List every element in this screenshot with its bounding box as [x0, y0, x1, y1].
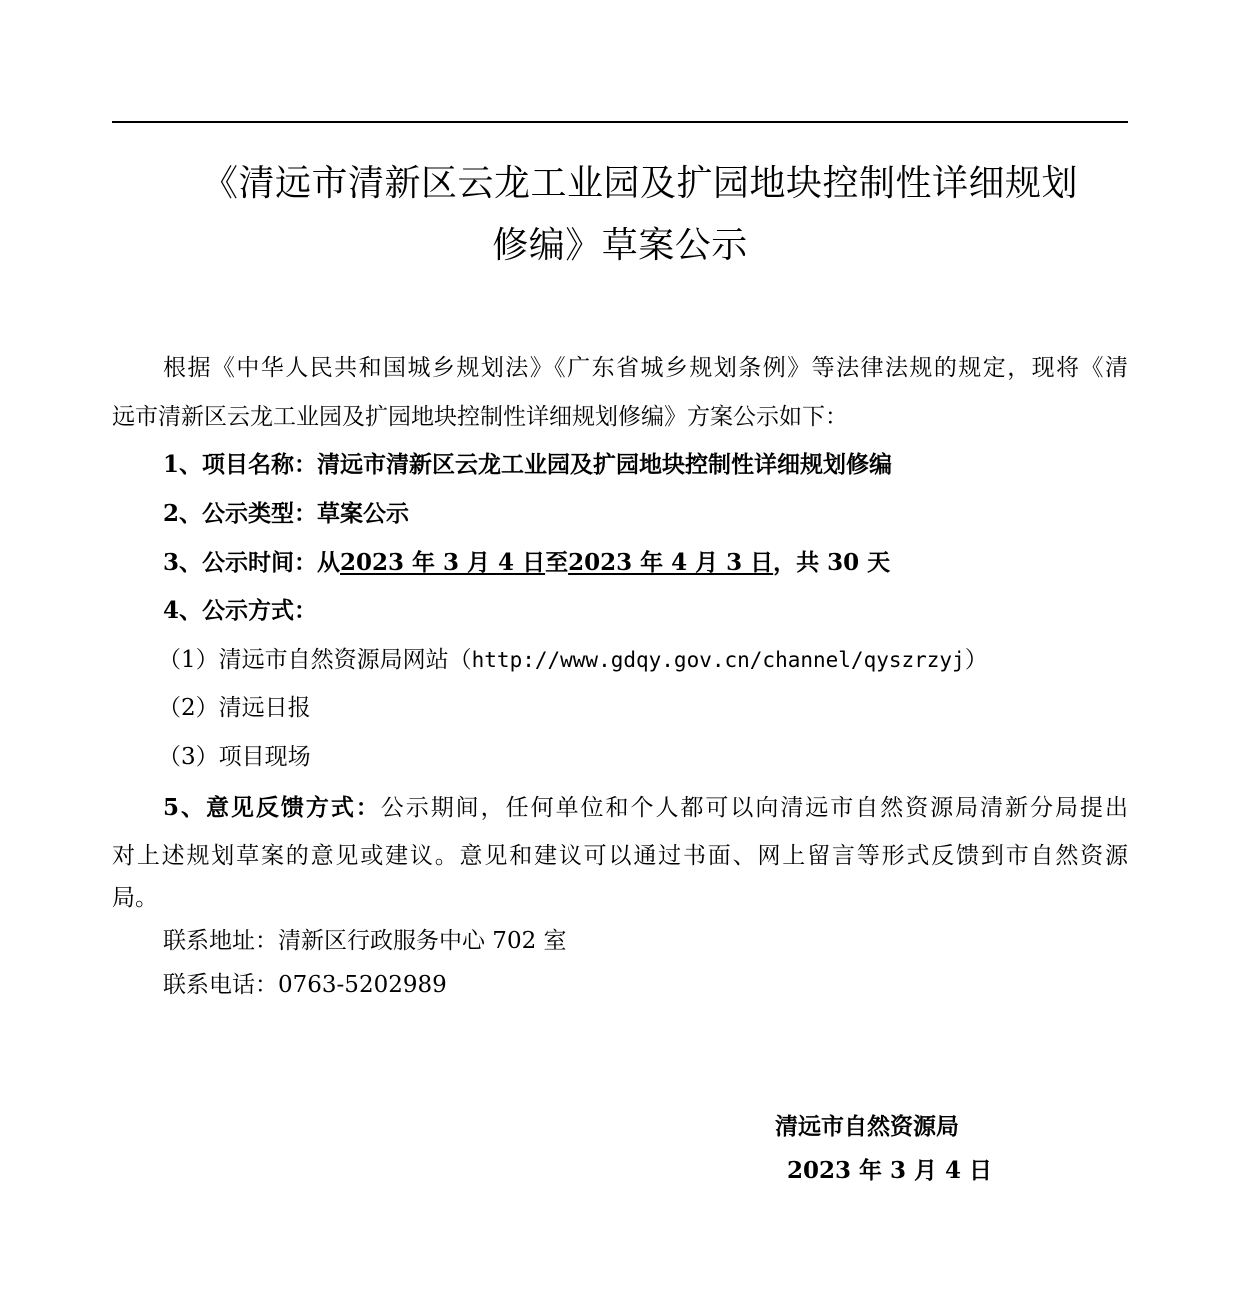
method-newspaper: （2）清远日报 [158, 695, 311, 721]
signature-date: 2023 年 3 月 4 日 [787, 1157, 993, 1184]
method-website-suffix: ） [964, 647, 988, 673]
feedback-label: 5、意见反馈方式： [163, 794, 381, 821]
contact-address: 联系地址：清新区行政服务中心 702 室 [163, 928, 567, 954]
feedback-text-1: 公示期间，任何单位和个人都可以向清远市自然资源局清新分局提出 [380, 795, 1128, 821]
item-notice-type [163, 498, 1128, 530]
notice-type-label: 2、公示类型： [163, 500, 318, 527]
intro-paragraph-line-2: 远市清新区云龙工业园及扩园地块控制性详细规划修编》方案公示如下： [112, 404, 848, 430]
method-website-url: http://www.gdqy.gov.cn/channel/qyszrzyj [471, 648, 965, 672]
item-notice-time [163, 547, 1128, 579]
document-title-line-1: 《清远市清新区云龙工业园及扩园地块控制性详细规划 [202, 163, 1079, 204]
notice-duration: ，共 30 天 [773, 549, 891, 576]
intro-paragraph-line-1: 根据《中华人民共和国城乡规划法》《广东省城乡规划条例》等法律法规的规定，现将《清 [163, 355, 1128, 381]
signature-organization: 清远市自然资源局 [775, 1113, 959, 1140]
feedback-paragraph-line-1 [163, 792, 1128, 824]
feedback-paragraph-line-3: 局。 [112, 885, 158, 911]
item-notice-method-label: 4、公示方式： [163, 597, 318, 624]
item-project-name: 1、项目名称：清远市清新区云龙工业园及扩园地块控制性详细规划修编 [163, 451, 893, 478]
method-website [158, 644, 1174, 676]
header-rule [112, 121, 1128, 123]
notice-start-date: 2023 年 3 月 4 日 [340, 549, 546, 576]
notice-type-value: 草案公示 [317, 500, 410, 527]
notice-time-to: 至 [545, 549, 569, 576]
feedback-paragraph-line-2: 对上述规划草案的意见或建议。意见和建议可以通过书面、网上留言等形式反馈到市自然资源 [112, 843, 1128, 869]
contact-phone: 联系电话：0763-5202989 [163, 972, 447, 998]
notice-end-date: 2023 年 4 月 3 日 [568, 549, 774, 576]
method-website-prefix: （1）清远市自然资源局网站（ [158, 647, 472, 673]
method-site: （3）项目现场 [158, 744, 311, 770]
document-title-line-2: 修编》草案公示 [492, 225, 748, 266]
notice-time-from: 从 [317, 549, 341, 576]
notice-time-label: 3、公示时间： [163, 549, 318, 576]
